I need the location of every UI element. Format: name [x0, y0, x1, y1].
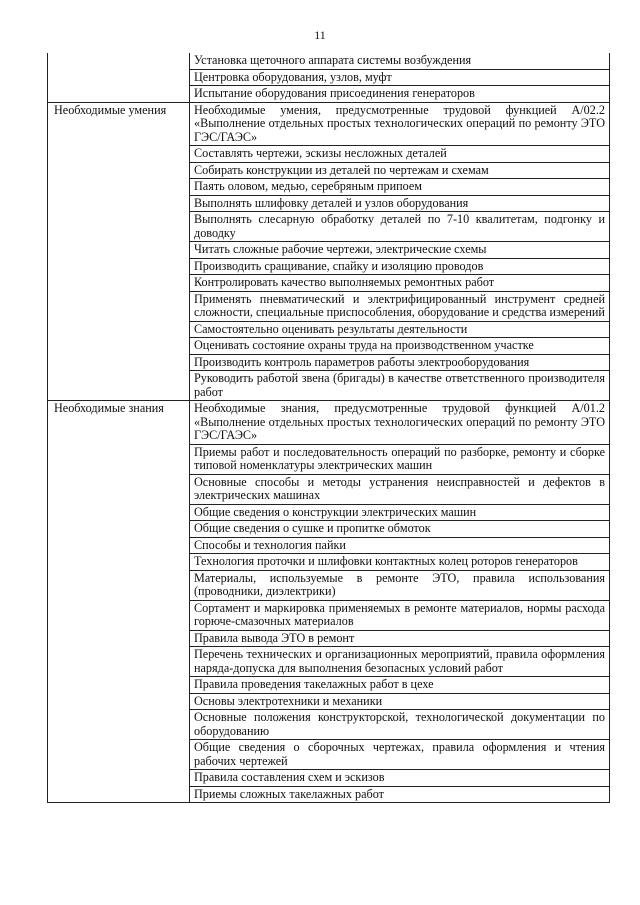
table-cell: Основы электротехники и механики [190, 693, 610, 710]
table-row [48, 53, 610, 69]
table-cell: Общие сведения о сборочных чертежах, правила оформления и чтения рабочих чертежей [190, 740, 610, 770]
table-cell: Выполнять слесарную обработку деталей по 7-10 квалитетам, подгонку и доводку [190, 212, 610, 242]
table-cell: Читать сложные рабочие чертежи, электрические схемы [190, 242, 610, 259]
table-cell: Производить сращивание, спайку и изоляцию проводов [190, 258, 610, 275]
table-cell: Материалы, используемые в ремонте ЭТО, правила использования (проводники, диэлектрики) [190, 570, 610, 600]
section-label: Необходимые знания [48, 401, 190, 803]
table-cell: Перечень технических и организационных мероприятий, правила оформления наряда-допуска для выполнения безопасных условий работ [190, 647, 610, 677]
table-cell: Основные способы и методы устранения неисправностей и дефектов в электрических машинах [190, 474, 610, 504]
table-cell: Необходимые знания, предусмотренные трудовой функцией A/01.2 «Выполнение отдельных простых технологических операций по ремонту ЭТО ГЭС/ГАЭС» [190, 401, 610, 445]
qualification-table [47, 53, 610, 803]
table-cell: Самостоятельно оценивать результаты деятельности [190, 321, 610, 338]
table-cell: Сортамент и маркировка применяемых в ремонте материалов, нормы расхода горюче-смазочных материалов [190, 600, 610, 630]
table-cell: Установка щеточного аппарата системы возбуждения [190, 53, 610, 69]
table-cell: Основные положения конструкторской, технологической документации по оборудованию [190, 710, 610, 740]
table-cell: Оценивать состояние охраны труда на производственном участке [190, 338, 610, 355]
section-label: Необходимые умения [48, 102, 190, 401]
table-cell: Технология проточки и шлифовки контактных колец роторов генераторов [190, 554, 610, 571]
table-cell: Центровка оборудования, узлов, муфт [190, 69, 610, 86]
table-cell: Паять оловом, медью, серебряным припоем [190, 179, 610, 196]
continuation-label-cell [48, 53, 190, 102]
table-cell: Необходимые умения, предусмотренные трудовой функцией A/02.2 «Выполнение отдельных простых технологических операций по ремонту ЭТО ГЭС/ГАЭС» [190, 102, 610, 146]
table-cell: Приемы сложных такелажных работ [190, 786, 610, 803]
page-number: 11 [314, 28, 326, 42]
table-cell: Выполнять шлифовку деталей и узлов оборудования [190, 195, 610, 212]
table-cell: Собирать конструкции из деталей по чертежам и схемам [190, 162, 610, 179]
table-row [48, 102, 610, 146]
table-cell: Руководить работой звена (бригады) в качестве ответственного производителя работ [190, 371, 610, 401]
table-cell: Общие сведения о сушке и пропитке обмоток [190, 521, 610, 538]
table-row [48, 401, 610, 445]
table-cell: Контролировать качество выполняемых ремонтных работ [190, 275, 610, 292]
table-cell: Правила проведения такелажных работ в цехе [190, 677, 610, 694]
table-cell: Составлять чертежи, эскизы несложных деталей [190, 146, 610, 163]
table-cell: Правила составления схем и эскизов [190, 770, 610, 787]
table-cell: Общие сведения о конструкции электрических машин [190, 504, 610, 521]
table-cell: Испытание оборудования присоединения генераторов [190, 86, 610, 103]
table-cell: Способы и технология пайки [190, 537, 610, 554]
table-cell: Производить контроль параметров работы электрооборудования [190, 354, 610, 371]
table-cell: Приемы работ и последовательность операций по разборке, ремонту и сборке типовой номенклатуры электрических машин [190, 444, 610, 474]
table-cell: Применять пневматический и электрифицированный инструмент средней сложности, специальные приспособления, оборудование и средства измерений [190, 291, 610, 321]
table-cell: Правила вывода ЭТО в ремонт [190, 630, 610, 647]
